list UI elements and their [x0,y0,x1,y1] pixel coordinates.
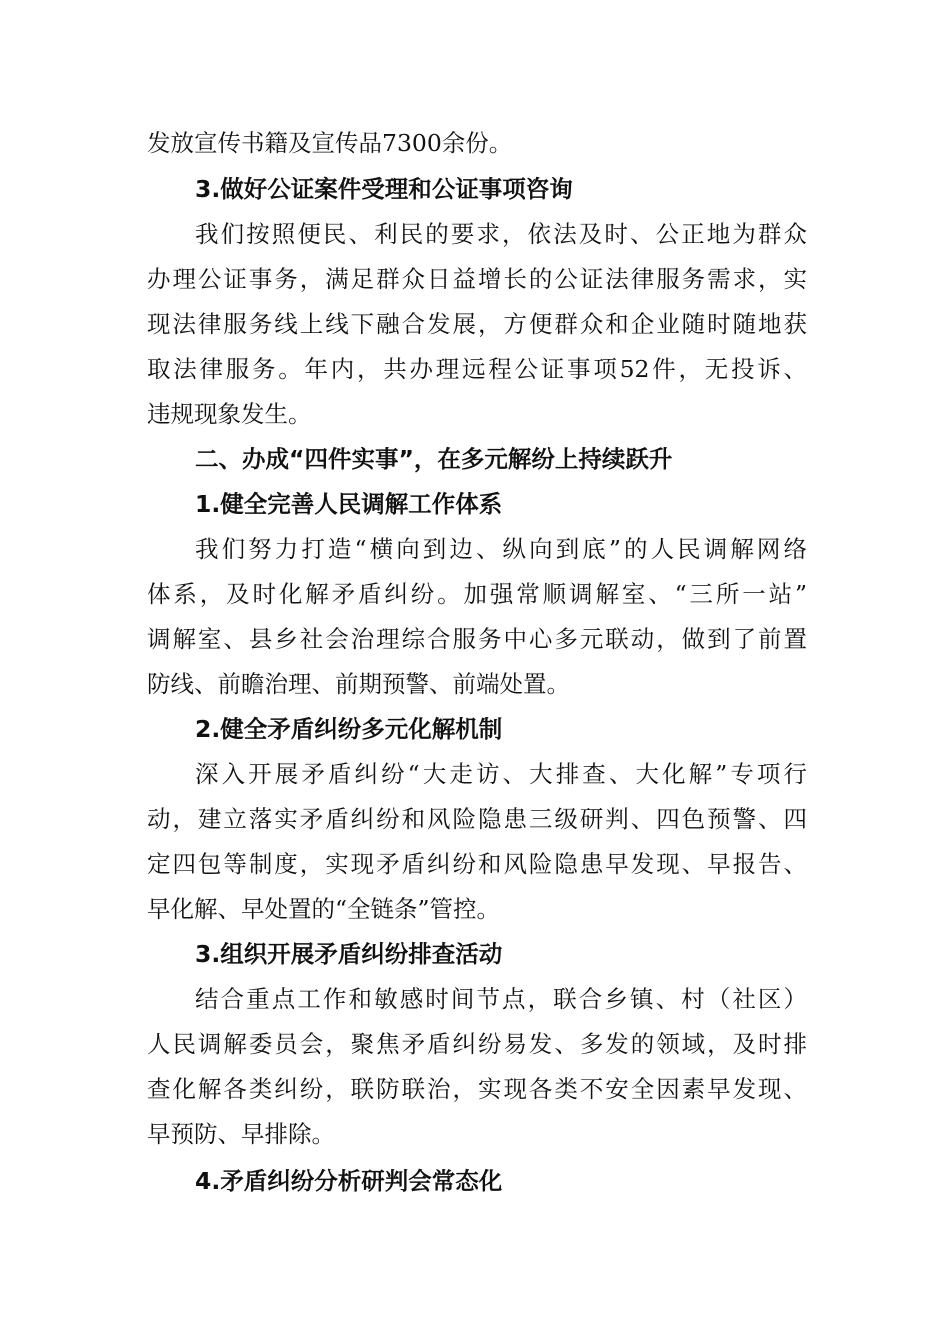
paragraph-line: 定四包等制度，实现矛盾纠纷和风险隐患早发现、早报告、 [147,850,807,878]
paragraph-line: 取法律服务。年内，共办理远程公证事项52件，无投诉、 [147,355,807,383]
paragraph-line: 早预防、早排除。 [147,1120,335,1148]
paragraph-line: 深入开展矛盾纠纷“大走访、大排查、大化解”专项行 [195,760,807,788]
paragraph-line: 现法律服务线上线下融合发展，方便群众和企业随时随地获 [147,310,807,338]
paragraph-line: 防线、前瞻治理、前期预警、前端处置。 [147,670,570,698]
paragraph-line: 动，建立落实矛盾纠纷和风险隐患三级研判、四色预警、四 [147,805,807,833]
paragraph-line: 查化解各类纠纷，联防联治，实现各类不安全因素早发现、 [147,1075,807,1103]
paragraph-line: 我们努力打造“横向到边、纵向到底”的人民调解网络 [195,535,807,563]
paragraph-line: 体系，及时化解矛盾纠纷。加强常顺调解室、“三所一站” [147,580,807,608]
subheading-dispute-investigation: 3.组织开展矛盾纠纷排查活动 [195,940,503,968]
paragraph-line: 调解室、县乡社会治理综合服务中心多元联动，做到了前置 [147,625,807,653]
subheading-notary: 3.做好公证案件受理和公证事项咨询 [195,175,573,203]
paragraph-line: 办理公证事务，满足群众日益增长的公证法律服务需求，实 [147,265,807,293]
paragraph-line: 我们按照便民、利民的要求，依法及时、公正地为群众 [195,220,807,248]
subheading-dispute-mechanism: 2.健全矛盾纠纷多元化解机制 [195,715,503,743]
paragraph-line: 人民调解委员会，聚焦矛盾纠纷易发、多发的领域，及时排 [147,1030,807,1058]
paragraph-line: 发放宣传书籍及宣传品7300余份。 [147,129,513,157]
paragraph-line: 结合重点工作和敏感时间节点，联合乡镇、村（社区） [195,985,807,1013]
subheading-mediation-system: 1.健全完善人民调解工作体系 [195,490,503,518]
paragraph-line: 违规现象发生。 [147,400,312,428]
subheading-analysis-meeting: 4.矛盾纠纷分析研判会常态化 [195,1167,503,1195]
section-heading: 二、办成“四件实事”，在多元解纷上持续跃升 [195,445,673,473]
paragraph-line: 早化解、早处置的“全链条”管控。 [147,895,501,923]
